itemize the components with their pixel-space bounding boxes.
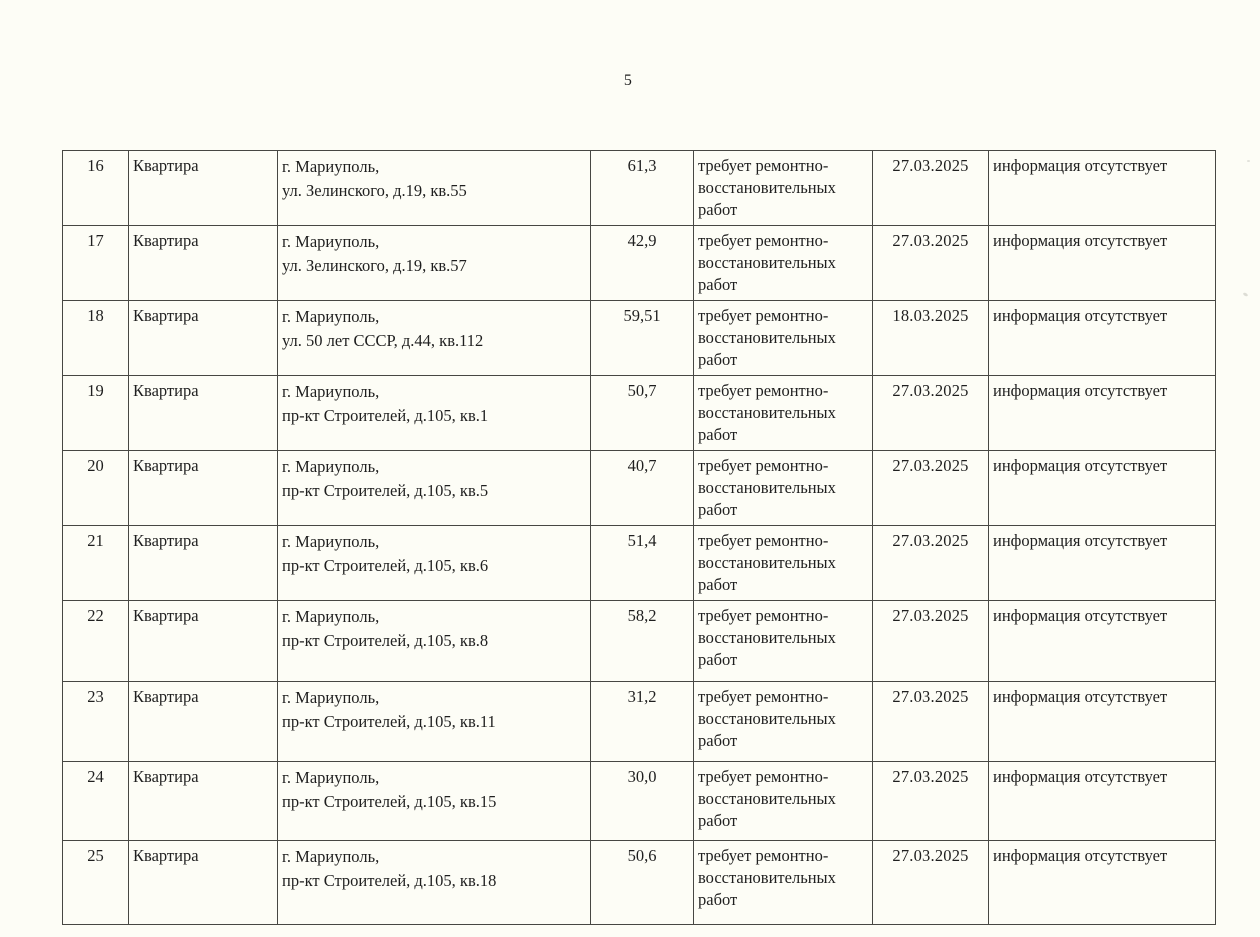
info-status: информация отсутствует xyxy=(989,601,1216,682)
property-area: 42,9 xyxy=(591,226,694,301)
info-status: информация отсутствует xyxy=(989,526,1216,601)
address-street-line: ул. Зелинского, д.19, кв.55 xyxy=(282,181,467,200)
property-address xyxy=(278,841,591,925)
info-status: информация отсутствует xyxy=(989,151,1216,226)
property-address xyxy=(278,451,591,526)
address-street-line: пр-кт Строителей, д.105, кв.6 xyxy=(282,556,489,575)
property-condition: требует ремонтно-восстановительных работ xyxy=(694,376,873,451)
inspection-date: 27.03.2025 xyxy=(873,226,989,301)
address-city-line: г. Мариуполь, xyxy=(282,307,380,326)
property-address xyxy=(278,601,591,682)
address-city-line: г. Мариуполь, xyxy=(282,607,380,626)
table-row xyxy=(63,601,1216,682)
inspection-date: 27.03.2025 xyxy=(873,451,989,526)
address-city-line: г. Мариуполь, xyxy=(282,157,380,176)
table-row xyxy=(63,226,1216,301)
row-number: 18 xyxy=(63,301,129,376)
property-type: Квартира xyxy=(129,226,278,301)
info-status: информация отсутствует xyxy=(989,762,1216,841)
info-status: информация отсутствует xyxy=(989,301,1216,376)
property-type: Квартира xyxy=(129,682,278,762)
property-address xyxy=(278,226,591,301)
address-street-line: пр-кт Строителей, д.105, кв.15 xyxy=(282,792,497,811)
row-number: 24 xyxy=(63,762,129,841)
property-condition: требует ремонтно-восстановительных работ xyxy=(694,526,873,601)
property-type: Квартира xyxy=(129,526,278,601)
table-row xyxy=(63,841,1216,925)
address-street-line: ул. Зелинского, д.19, кв.57 xyxy=(282,256,467,275)
property-condition: требует ремонтно-восстановительных работ xyxy=(694,601,873,682)
property-area: 30,0 xyxy=(591,762,694,841)
address-street-line: ул. 50 лет СССР, д.44, кв.112 xyxy=(282,331,484,350)
row-number: 23 xyxy=(63,682,129,762)
inspection-date: 27.03.2025 xyxy=(873,376,989,451)
property-condition: требует ремонтно-восстановительных работ xyxy=(694,682,873,762)
row-number: 17 xyxy=(63,226,129,301)
property-area: 59,51 xyxy=(591,301,694,376)
page-number: 5 xyxy=(623,72,633,89)
property-type: Квартира xyxy=(129,301,278,376)
property-type: Квартира xyxy=(129,376,278,451)
property-area: 51,4 xyxy=(591,526,694,601)
address-city-line: г. Мариуполь, xyxy=(282,768,380,787)
address-street-line: пр-кт Строителей, д.105, кв.8 xyxy=(282,631,489,650)
address-street-line: пр-кт Строителей, д.105, кв.1 xyxy=(282,406,489,425)
property-area: 61,3 xyxy=(591,151,694,226)
property-area: 40,7 xyxy=(591,451,694,526)
inspection-date: 27.03.2025 xyxy=(873,762,989,841)
address-city-line: г. Мариуполь, xyxy=(282,847,380,866)
property-condition: требует ремонтно-восстановительных работ xyxy=(694,762,873,841)
property-type: Квартира xyxy=(129,601,278,682)
address-city-line: г. Мариуполь, xyxy=(282,532,380,551)
property-condition: требует ремонтно-восстановительных работ xyxy=(694,841,873,925)
property-condition: требует ремонтно-восстановительных работ xyxy=(694,226,873,301)
row-number: 22 xyxy=(63,601,129,682)
property-address xyxy=(278,376,591,451)
info-status: информация отсутствует xyxy=(989,451,1216,526)
info-status: информация отсутствует xyxy=(989,226,1216,301)
table-row xyxy=(63,151,1216,226)
table-row xyxy=(63,682,1216,762)
properties-table xyxy=(62,150,1216,925)
table-row xyxy=(63,376,1216,451)
table-row xyxy=(63,526,1216,601)
table-row xyxy=(63,451,1216,526)
address-street-line: пр-кт Строителей, д.105, кв.18 xyxy=(282,871,497,890)
property-address xyxy=(278,151,591,226)
row-number: 20 xyxy=(63,451,129,526)
row-number: 21 xyxy=(63,526,129,601)
address-street-line: пр-кт Строителей, д.105, кв.5 xyxy=(282,481,489,500)
table-row xyxy=(63,301,1216,376)
address-city-line: г. Мариуполь, xyxy=(282,457,380,476)
property-area: 50,7 xyxy=(591,376,694,451)
property-condition: требует ремонтно-восстановительных работ xyxy=(694,301,873,376)
property-area: 58,2 xyxy=(591,601,694,682)
row-number: 16 xyxy=(63,151,129,226)
scan-speck xyxy=(1243,292,1249,297)
property-area: 50,6 xyxy=(591,841,694,925)
info-status: информация отсутствует xyxy=(989,682,1216,762)
property-type: Квартира xyxy=(129,841,278,925)
info-status: информация отсутствует xyxy=(989,376,1216,451)
inspection-date: 27.03.2025 xyxy=(873,151,989,226)
inspection-date: 27.03.2025 xyxy=(873,526,989,601)
inspection-date: 27.03.2025 xyxy=(873,841,989,925)
inspection-date: 27.03.2025 xyxy=(873,682,989,762)
table-row xyxy=(63,762,1216,841)
property-address xyxy=(278,301,591,376)
property-address xyxy=(278,762,591,841)
address-city-line: г. Мариуполь, xyxy=(282,382,380,401)
property-area: 31,2 xyxy=(591,682,694,762)
scan-speck xyxy=(1247,160,1250,162)
property-type: Квартира xyxy=(129,151,278,226)
inspection-date: 18.03.2025 xyxy=(873,301,989,376)
property-type: Квартира xyxy=(129,451,278,526)
row-number: 25 xyxy=(63,841,129,925)
property-address xyxy=(278,526,591,601)
address-street-line: пр-кт Строителей, д.105, кв.11 xyxy=(282,712,496,731)
address-city-line: г. Мариуполь, xyxy=(282,232,380,251)
property-condition: требует ремонтно-восстановительных работ xyxy=(694,451,873,526)
property-condition: требует ремонтно-восстановительных работ xyxy=(694,151,873,226)
property-type: Квартира xyxy=(129,762,278,841)
scan-artifact-line xyxy=(45,4,1260,11)
info-status: информация отсутствует xyxy=(989,841,1216,925)
inspection-date: 27.03.2025 xyxy=(873,601,989,682)
table-body xyxy=(63,151,1216,925)
address-city-line: г. Мариуполь, xyxy=(282,688,380,707)
row-number: 19 xyxy=(63,376,129,451)
property-address xyxy=(278,682,591,762)
